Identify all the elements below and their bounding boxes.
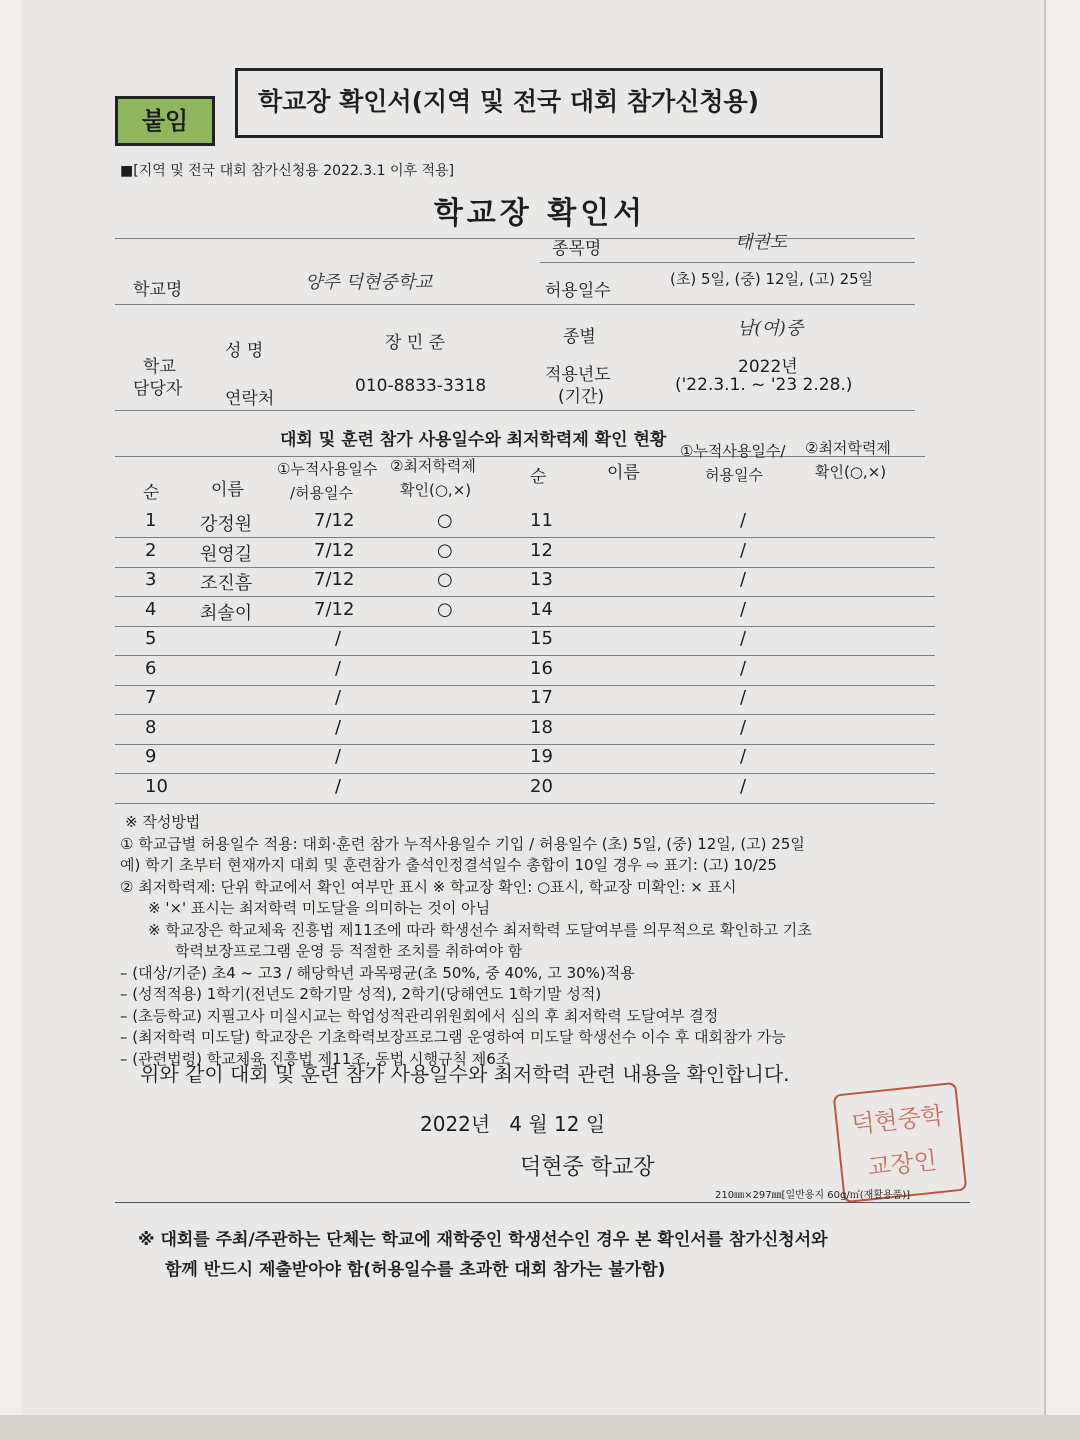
days-used: /	[740, 746, 747, 767]
period-label: (기간)	[558, 387, 605, 407]
col-days-right-2: 허용일수	[705, 466, 763, 484]
days-used: 7/12	[314, 539, 355, 561]
divider	[115, 1202, 970, 1203]
instruction-line: ① 학교급별 허용일수 적용: 대회·훈련 참가 누적사용일수 기입 / 허용일수 (초) 5일, (중) 12일, (고) 25일	[120, 834, 805, 853]
table-row-divider	[115, 537, 935, 538]
days-used: /	[740, 716, 747, 738]
row-number: 11	[530, 510, 553, 531]
col-name-left: 이름	[211, 480, 244, 500]
row-number: 7	[145, 687, 157, 708]
days-used: /	[740, 510, 747, 531]
days-used: 7/12	[314, 569, 355, 590]
gender-value: 남(여)중	[737, 318, 804, 339]
row-number: 5	[145, 628, 157, 649]
seal-text: 덕현중학교장인	[850, 1101, 946, 1182]
days-used: /	[335, 746, 342, 767]
days-used: /	[335, 716, 342, 738]
col-check-left-2: 확인(○,×)	[400, 481, 472, 499]
row-number: 12	[530, 539, 553, 561]
paper-spec: 210㎜×297㎜[일반용지 60g/㎡(재활용품)]	[715, 1190, 911, 1201]
days-used: /	[740, 775, 747, 797]
col-days-left-2: /허용일수	[290, 484, 354, 502]
academic-check: ○	[437, 569, 453, 590]
contact-value: 010-8833-3318	[355, 376, 487, 396]
student-name: 조진흠	[200, 573, 253, 594]
col-days-left: ①누적사용일수	[277, 460, 378, 478]
footer-note-2: 함께 반드시 제출받아야 함(허용일수를 초과한 대회 참가는 불가함)	[165, 1260, 666, 1280]
table-row-divider	[115, 567, 935, 568]
student-name: 원영길	[200, 543, 253, 565]
table-row-divider	[115, 626, 935, 627]
divider	[540, 262, 915, 263]
manager-label: 학교	[143, 357, 176, 377]
document-title: 학교장 확인서	[433, 196, 647, 231]
contact-label: 연락처	[225, 389, 275, 409]
divider	[115, 456, 925, 457]
days-used: 7/12	[314, 510, 355, 531]
divider	[115, 410, 915, 411]
days-used: /	[740, 539, 747, 561]
instruction-line: 예) 학기 초부터 현재까지 대회 및 훈련참가 출석인정결석일수 총합이 10일 경우 ⇨ 표기: (고) 10/25	[120, 856, 777, 874]
name-label: 성 명	[225, 341, 264, 361]
student-name: 강정원	[200, 514, 253, 535]
row-number: 3	[145, 569, 157, 590]
row-number: 4	[145, 598, 157, 620]
days-used: /	[335, 657, 342, 679]
row-number: 9	[145, 746, 157, 767]
instruction-line: ※ '×' 표시는 최저학력 미도달을 의미하는 것이 아님	[148, 899, 491, 917]
instruction-line: – (성적적용) 1학기(전년도 2학기말 성적), 2학기(당해연도 1학기말 성적)	[120, 985, 602, 1003]
days-used: /	[740, 657, 747, 679]
event-value: 태권도	[735, 232, 788, 253]
table-row-divider	[115, 773, 935, 774]
school-seal	[833, 1082, 968, 1203]
row-number: 1	[145, 510, 157, 531]
days-used: /	[740, 628, 747, 649]
col-check-right-2: 확인(○,×)	[815, 463, 887, 481]
usage-note: ■[지역 및 전국 대회 참가신청용 2022.3.1 이후 적용]	[120, 163, 455, 179]
col-check-right: ②최저학력제	[805, 439, 891, 457]
instruction-line: – (대상/기준) 초4 ~ 고3 / 해당학년 과목평균(초 50%, 중 40%, 고 30%)적용	[120, 963, 635, 982]
row-number: 8	[145, 716, 157, 738]
confirm-statement: 위와 같이 대회 및 훈련 참가 사용일수와 최저학력 관련 내용을 확인합니다.	[140, 1062, 790, 1086]
table-row-divider	[115, 655, 935, 656]
row-number: 2	[145, 539, 157, 561]
school-value: 양주 덕현중학교	[305, 272, 433, 293]
col-no-right: 순	[530, 467, 547, 487]
row-number: 16	[530, 657, 553, 679]
academic-check: ○	[437, 510, 453, 531]
instruction-line: ※ 학교장은 학교체육 진흥법 제11조에 따라 학생선수 최저학력 도달여부를 의무적으로 확인하고 기초	[148, 920, 812, 939]
period-value: ('22.3.1. ~ '23 2.28.)	[675, 375, 853, 395]
academic-check: ○	[437, 539, 453, 561]
event-label: 종목명	[552, 239, 602, 259]
row-number: 20	[530, 775, 553, 797]
row-number: 15	[530, 628, 553, 649]
footer-note: ※ 대회를 주최/주관하는 단체는 학교에 재학중인 학생선수인 경우 본 확인서를 참가신청서와	[138, 1230, 828, 1250]
divider	[115, 238, 915, 239]
instruction-line: – (관련법령) 학교체육 진흥법 제11조, 동법 시행규칙 제6조	[120, 1049, 511, 1068]
attachment-badge: 붙임	[115, 96, 215, 146]
instruction-line: 학력보장프로그램 운영 등 적절한 조치를 취하여야 함	[175, 942, 523, 960]
table-row-divider	[115, 803, 935, 804]
instruction-line: – (최저학력 미도달) 학교장은 기초학력보장프로그램 운영하여 미도달 학생선수 이수 후 대회참가 가능	[120, 1028, 786, 1046]
table-row-divider	[115, 685, 935, 686]
divider	[115, 304, 915, 305]
school-label: 학교명	[133, 280, 183, 300]
manager-label-2: 담당자	[133, 379, 183, 399]
col-days-right: ①누적사용일수/	[680, 442, 786, 460]
allowed-label: 허용일수	[545, 281, 611, 301]
year-label: 적용년도	[545, 365, 611, 385]
academic-check: ○	[437, 598, 453, 620]
principal-name: 덕현중 학교장	[520, 1155, 655, 1180]
year-value: 2022년	[738, 357, 798, 377]
attachment-title: 학교장 확인서(지역 및 전국 대회 참가신청용)	[235, 68, 883, 138]
row-number: 19	[530, 746, 553, 767]
days-used: /	[740, 598, 747, 620]
row-number: 18	[530, 716, 553, 738]
days-used: /	[740, 569, 747, 590]
allowed-value: (초) 5일, (중) 12일, (고) 25일	[670, 270, 874, 288]
instruction-line: – (초등학교) 지필고사 미실시교는 학업성적관리위원회에서 심의 후 최저학력 도달여부 결정	[120, 1006, 719, 1025]
attachment-header	[115, 68, 885, 148]
row-number: 17	[530, 687, 553, 708]
days-used: 7/12	[314, 598, 355, 620]
row-number: 6	[145, 657, 157, 679]
table-row-divider	[115, 596, 935, 597]
row-number: 13	[530, 569, 553, 590]
gender-label: 종별	[563, 327, 596, 347]
days-used: /	[335, 628, 342, 649]
instruction-line: ② 최저학력제: 단위 학교에서 확인 여부만 표시 ※ 학교장 확인: ○표시, 학교장 미확인: × 표시	[120, 877, 737, 896]
days-used: /	[740, 687, 747, 708]
name-value: 장 민 준	[385, 333, 446, 353]
student-name: 최솔이	[200, 602, 253, 624]
instruction-line: ※ 작성방법	[125, 813, 201, 831]
col-no-left: 순	[143, 483, 160, 503]
row-number: 14	[530, 598, 553, 620]
confirm-date: 2022년 4 월 12 일	[420, 1112, 606, 1136]
col-check-left: ②최저학력제	[390, 457, 476, 475]
table-row-divider	[115, 714, 935, 715]
row-number: 10	[145, 775, 168, 797]
table-title: 대회 및 훈련 참가 사용일수와 최저학력제 확인 현황	[280, 430, 667, 450]
table-row-divider	[115, 744, 935, 745]
col-name-right: 이름	[607, 463, 640, 483]
days-used: /	[335, 687, 342, 708]
days-used: /	[335, 775, 342, 797]
table-surface	[0, 1415, 1080, 1440]
